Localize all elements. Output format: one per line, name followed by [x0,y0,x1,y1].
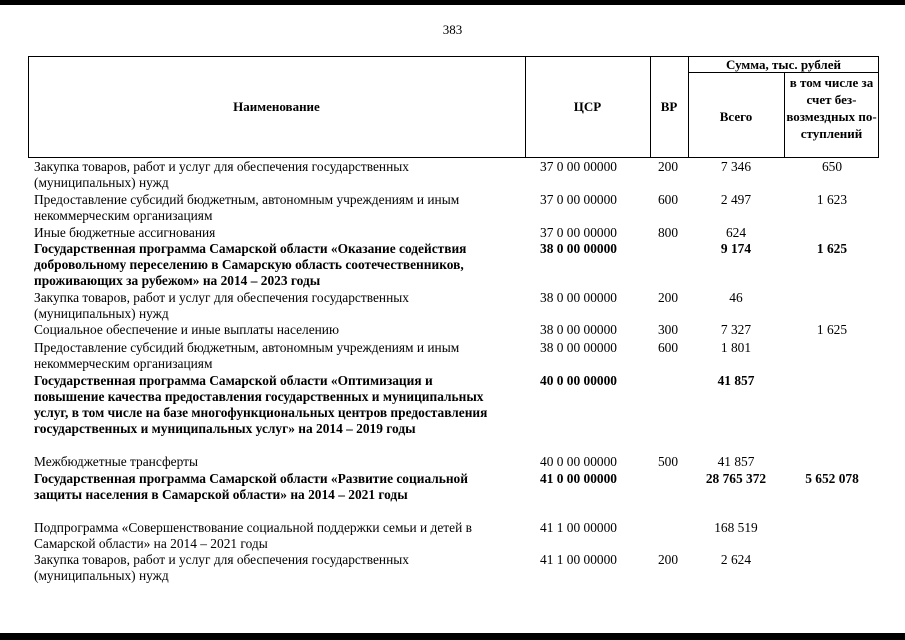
cell-total: 2 624 [720,552,752,567]
cell-name: Иные бюджетные ассигнования [34,225,216,240]
cell-csr: 38 0 00 00000 [540,340,617,355]
cell-total: 7 346 [720,159,752,174]
cell-csr: 40 0 00 00000 [540,373,617,388]
cell-vr: 200 [657,159,679,174]
cell-csr: 41 0 00 00000 [540,471,617,486]
header-total: Всего [719,109,753,124]
cell-name: Закупка товаров, работ и услуг для обеспечения государственных (муниципальных) нужд [34,552,409,583]
header-sum-group: Сумма, тыс. рублей [726,57,841,72]
cell-csr: 37 0 00 00000 [540,159,617,174]
cell-name: Государственная программа Самарской области «Оптимизация и повышение качества предоставления государственных и муниципальных услуг, в том числе на базе многофункциональных центров предоставления государственных и муниципальных услуг» на 2014 – 2019 годы [34,373,488,436]
cell-incl: 1 625 [816,322,848,337]
header-bottom-line [28,157,879,158]
cell-total: 9 174 [720,241,752,256]
table-header [28,56,879,158]
bottom-border [0,633,905,640]
cell-vr: 600 [657,192,679,207]
cell-total: 2 497 [720,192,752,207]
cell-vr: 500 [657,454,679,469]
cell-vr: 300 [657,322,679,337]
cell-name: Социальное обеспечение и иные выплаты населению [34,322,339,337]
cell-name: Межбюджетные трансферты [34,454,198,469]
cell-incl: 650 [821,159,843,174]
cell-name: Закупка товаров, работ и услуг для обеспечения государственных (муниципальных) нужд [34,159,409,190]
cell-total: 7 327 [720,322,752,337]
cell-csr: 37 0 00 00000 [540,225,617,240]
cell-vr: 600 [657,340,679,355]
cell-name: Государственная программа Самарской области «Оказание содействия добровольному переселению в Самарскую область соотечественников, проживающих за рубежом» на 2014 – 2023 годы [34,241,467,288]
cell-csr: 38 0 00 00000 [540,241,617,256]
header-incl: в том числе за счет без-возмездных по-ступлений [786,75,877,141]
cell-csr: 37 0 00 00000 [540,192,617,207]
cell-csr: 38 0 00 00000 [540,290,617,305]
header-csr: ЦСР [573,99,602,114]
cell-csr: 41 1 00 00000 [540,552,617,567]
cell-total: 28 765 372 [705,471,767,486]
cell-total: 168 519 [714,520,758,535]
cell-total: 1 801 [720,340,752,355]
cell-name: Предоставление субсидий бюджетным, автономным учреждениям и иным некоммерческим организациям [34,192,460,223]
cell-name: Закупка товаров, работ и услуг для обеспечения государственных (муниципальных) нужд [34,290,409,321]
cell-total: 46 [729,290,743,305]
cell-csr: 41 1 00 00000 [540,520,617,535]
cell-csr: 38 0 00 00000 [540,322,617,337]
cell-total: 41 857 [717,454,755,469]
cell-vr: 200 [657,290,679,305]
cell-name: Подпрограмма «Совершенствование социальной поддержки семьи и детей в Самарской области» на 2014 – 2021 годы [34,520,472,551]
cell-name: Государственная программа Самарской области «Развитие социальной защиты населения в Самарской области» на 2014 – 2021 годы [34,471,468,502]
cell-name: Предоставление субсидий бюджетным, автономным учреждениям и иным некоммерческим организациям [34,340,460,371]
cell-vr: 200 [657,552,679,567]
header-vr: ВР [660,99,678,114]
page-number: 383 [442,22,463,37]
cell-incl: 5 652 078 [805,471,859,486]
header-name: Наименование [233,99,320,114]
cell-csr: 40 0 00 00000 [540,454,617,469]
cell-incl: 1 625 [816,241,848,256]
cell-vr: 800 [657,225,679,240]
cell-total: 41 857 [717,373,755,388]
top-border [0,0,905,5]
cell-incl: 1 623 [816,192,848,207]
cell-total: 624 [725,225,747,240]
